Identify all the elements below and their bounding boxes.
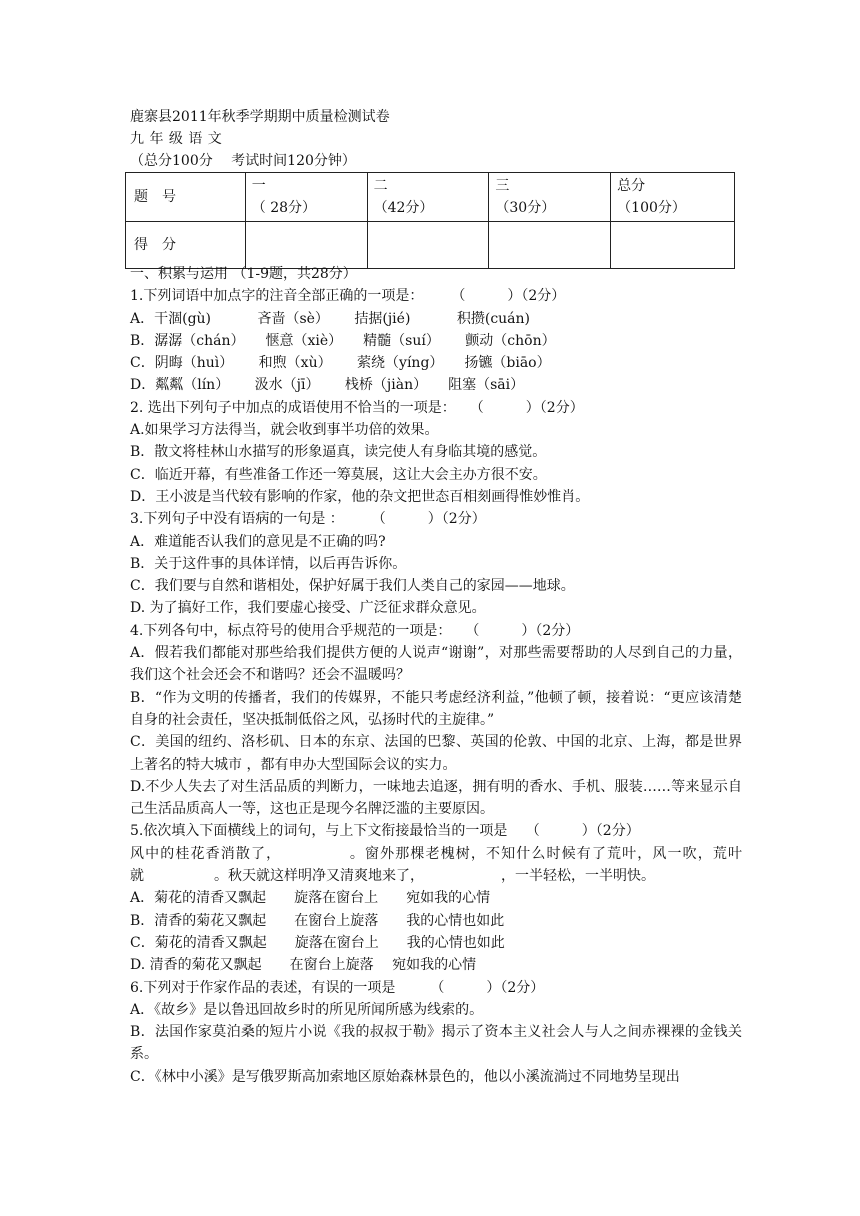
option-c: C．阴晦（huì） 和煦（xù） 萦绕（yíng） 扬镳（biāo） [130,355,551,372]
question-stem: 6.下列对于作家作品的表述，有误的一项是 （ ）（2分） [130,979,545,996]
option-c: C．菊花的清香又飘起 旋落在窗台上 我的心情也如此 [130,934,505,951]
question-passage: 风中的桂花香消散了， 。窗外那棵老槐树，不知什么时候有了荒叶，风一吹，荒叶就 。秋天就这样明净又清爽地来了， ，一半轻松，一半明快。 [130,845,742,885]
score-table [125,172,735,269]
score-table-header-cell: 二 （42分） [367,173,489,222]
score-table-score-row [126,222,735,269]
question-stem: 5.依次填入下面横线上的词句，与上下文衔接最恰当的一项是 （ ）（2分） [130,823,640,840]
exam-body [130,263,742,1088]
option-a: A.如果学习方法得当，就会收到事半功倍的效果。 [130,422,439,439]
option-a: A．假若我们都能对那些给我们提供方便的人说声“谢谢”，对那些需要帮助的人尽到自己的力量，我们这个社会还会不和谐吗？还会不温暖吗？ [130,645,742,684]
score-table-header-cell: 总分 （100分） [611,173,735,222]
option-a: A．干涸(gù) 吝啬（sè） 拮据(jié) 积攒(cuán) [130,310,531,327]
option-d: D．王小波是当代较有影响的作家，他的杂文把世态百相刻画得惟妙惟肖。 [130,488,590,505]
option-c: C．《林中小溪》是写俄罗斯高加索地区原始森林景色的，他以小溪流淌过不同地势呈现出 [130,1068,680,1085]
option-b: B．法国作家莫泊桑的短片小说《我的叔叔于勒》揭示了资本主义社会人与人之间赤裸裸的金钱关系。 [130,1024,742,1063]
option-d: D. 为了搞好工作，我们要虚心接受、广泛征求群众意见。 [130,600,486,617]
score-table-label-cell: 得 分 [126,222,246,269]
score-table-header-cell: 三 （30分） [489,173,611,222]
score-entry-cell[interactable] [245,222,367,269]
question-stem: 1.下列词语中加点字的注音全部正确的一项是： （ ）（2分） [130,288,566,305]
option-b: B．潺潺（chán） 惬意（xiè） 精髓（suí） 颤动（chōn） [130,332,556,349]
option-a: A．菊花的清香又飘起 旋落在窗台上 宛如我的心情 [130,890,491,907]
option-a: A．《故乡》是以鲁迅回故乡时的所见所闻所感为线索的。 [130,1001,484,1018]
option-c: C．美国的纽约、洛杉矶、日本的东京、法国的巴黎、英国的伦敦、中国的北京、上海，都是世界上著名的特大城市 ，都有申办大型国际会议的实力。 [130,734,742,773]
option-b: B．清香的菊花又飘起 在窗台上旋落 我的心情也如此 [130,912,505,929]
option-d: D. 清香的菊花又飘起 在窗台上旋落 宛如我的心情 [130,957,477,974]
score-entry-cell[interactable] [489,222,611,269]
grade-subject: 九 年 级 语 文 [130,131,223,147]
option-b: B．“作为文明的传播者，我们的传媒界，不能只考虑经济利益，”他顿了顿，接着说：“更应该清楚自身的社会责任，坚决抵制低俗之风，弘扬时代的主旋律。” [130,689,742,728]
option-d: D.不少人失去了对生活品质的判断力，一味地去追逐，拥有明的香水、手机、服装……等来显示自己生活品质高人一等，这也正是现今名牌泛滥的主要原因。 [130,778,742,818]
score-table-header-row [126,173,735,222]
exam-info: （总分100分 考试时间120分钟） [130,153,356,169]
option-d: D．粼粼（lín） 汲水（jī） 栈桥（jiàn） 阻塞（sāi） [130,377,525,394]
section-title: 一、积累与运用 （1-9题，共28分） [130,266,357,282]
question-stem: 4.下列各句中，标点符号的使用合乎规范的一项是： （ ）（2分） [130,622,580,639]
score-entry-cell[interactable] [367,222,489,269]
score-table-label-cell: 题 号 [126,173,246,222]
question-stem: 2. 选出下列句子中加点的成语使用不恰当的一项是： （ ）（2分） [130,399,584,416]
option-c: C．临近开幕，有些准备工作还一筹莫展，这让大会主办方很不安。 [130,466,547,483]
option-b: B．关于这件事的具体详情，以后再告诉你。 [130,555,407,572]
option-c: C．我们要与自然和谐相处，保护好属于我们人类自己的家园——地球。 [130,578,575,595]
question-stem: 3.下列句子中没有语病的一句是 ： （ ）（2分） [130,511,486,528]
option-b: B．散文将桂林山水描写的形象逼真，读完使人有身临其境的感觉。 [130,444,547,461]
score-table-header-cell: 一 （ 28分） [245,173,367,222]
exam-header [130,106,750,172]
option-a: A．难道能否认我们的意见是不正确的吗? [130,533,386,550]
exam-title: 鹿寨县2011年秋季学期期中质量检测试卷 [130,109,390,125]
score-entry-cell[interactable] [611,222,735,269]
